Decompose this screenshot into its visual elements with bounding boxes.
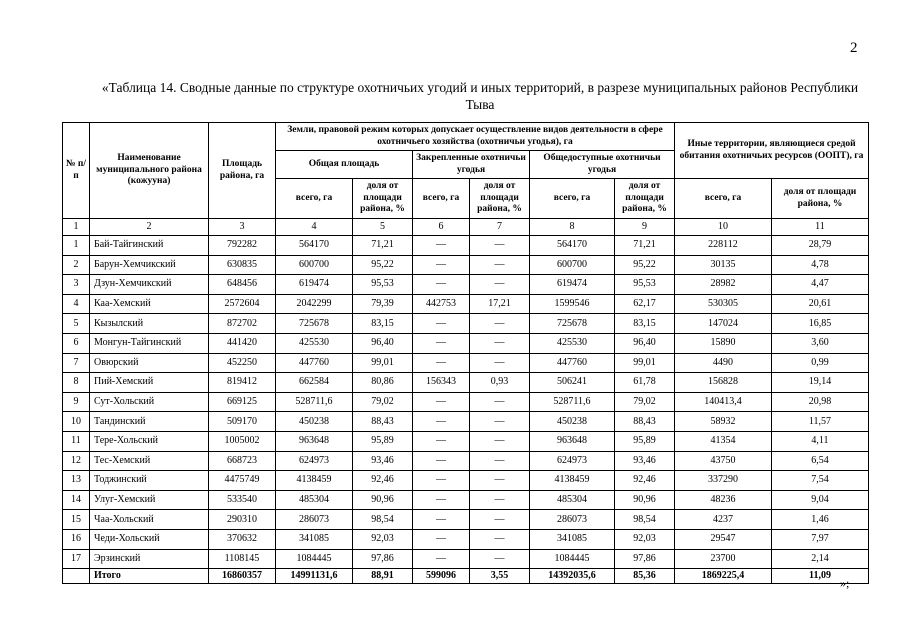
table-title: «Таблица 14. Сводные данные по структуре охотничьих угодий и иных территорий, в разрезе муниципальных районов Республики Тыва (101, 80, 859, 112)
table-cell: 9 (63, 392, 90, 412)
table-cell: 337290 (675, 471, 772, 491)
page-number: 2 (850, 40, 858, 56)
table-cell: 88,43 (353, 412, 413, 432)
table-cell: — (413, 490, 470, 510)
table-cell: 619474 (530, 275, 615, 295)
table-row (63, 471, 869, 491)
table-cell: 20,98 (772, 392, 869, 412)
table-cell: — (413, 510, 470, 530)
column-number-row (63, 219, 869, 236)
table-cell: 619474 (276, 275, 353, 295)
table-cell: 450238 (276, 412, 353, 432)
table-cell: 4,11 (772, 431, 869, 451)
table-cell: — (470, 490, 530, 510)
table-cell: 41354 (675, 431, 772, 451)
table-cell: 95,22 (353, 255, 413, 275)
table-cell: 509170 (209, 412, 276, 432)
table-cell: 28982 (675, 275, 772, 295)
table-cell: 14991131,6 (276, 569, 353, 584)
table-cell: 725678 (530, 314, 615, 334)
district-name-cell: Тандинский (90, 412, 209, 432)
table-cell: 19,14 (772, 373, 869, 393)
table-cell: — (413, 471, 470, 491)
district-name-cell: Пий-Хемский (90, 373, 209, 393)
table-cell: 450238 (530, 412, 615, 432)
header-total-area: Общая площадь (276, 151, 413, 179)
table-row (63, 510, 869, 530)
table-cell: 71,21 (353, 236, 413, 256)
table-cell: 147024 (675, 314, 772, 334)
table-cell: 62,17 (615, 294, 675, 314)
table-cell: 290310 (209, 510, 276, 530)
table-row (63, 353, 869, 373)
table-cell: 11 (63, 431, 90, 451)
table-cell: — (413, 236, 470, 256)
district-name-cell: Тоджинский (90, 471, 209, 491)
table-cell: 28,79 (772, 236, 869, 256)
table-cell: 13 (63, 471, 90, 491)
table-cell: 564170 (276, 236, 353, 256)
table-cell: 17 (63, 549, 90, 569)
header-all-ha: всего, га (413, 179, 470, 219)
header-other-territories: Иные территории, являющиеся средой обитания охотничьих ресурсов (ООПТ), га (675, 123, 869, 179)
district-name-cell: Сут-Хольский (90, 392, 209, 412)
table-cell: 1 (63, 219, 90, 236)
table-cell: 624973 (530, 451, 615, 471)
table-cell: 0,99 (772, 353, 869, 373)
header-lands-group: Земли, правовой режим которых допускает осуществление видов деятельности в сфере охотничьего хозяйства (охотничьи угодья), га (276, 123, 675, 151)
table-cell: — (413, 353, 470, 373)
table-cell: 92,03 (353, 529, 413, 549)
table-cell: 1005002 (209, 431, 276, 451)
table-cell: 98,54 (353, 510, 413, 530)
district-name-cell: Барун-Хемчикский (90, 255, 209, 275)
table-cell: 1084445 (276, 549, 353, 569)
table-cell: 96,40 (615, 333, 675, 353)
table-cell: 99,01 (353, 353, 413, 373)
table-cell: 872702 (209, 314, 276, 334)
table-cell: 2 (63, 255, 90, 275)
table-cell: 341085 (276, 529, 353, 549)
table-cell: 1869225,4 (675, 569, 772, 584)
hunting-grounds-table (62, 122, 869, 584)
district-name-cell: Чеди-Хольский (90, 529, 209, 549)
table-cell: 2,14 (772, 549, 869, 569)
table-cell: — (470, 353, 530, 373)
district-name-cell: Тес-Хемский (90, 451, 209, 471)
table-row (63, 373, 869, 393)
table-cell: — (413, 314, 470, 334)
table-cell: 2572604 (209, 294, 276, 314)
table-cell: 533540 (209, 490, 276, 510)
table-cell: 7 (470, 219, 530, 236)
table-cell: 95,22 (615, 255, 675, 275)
table-cell: 485304 (276, 490, 353, 510)
table-cell: 286073 (276, 510, 353, 530)
table-cell: 15 (63, 510, 90, 530)
table-cell: — (470, 392, 530, 412)
table-cell: 1,46 (772, 510, 869, 530)
district-name-cell: Монгун-Тайгинский (90, 333, 209, 353)
table-cell: 11,57 (772, 412, 869, 432)
table-row (63, 490, 869, 510)
district-name-cell: Улуг-Хемский (90, 490, 209, 510)
table-cell: 4,78 (772, 255, 869, 275)
table-cell: — (413, 255, 470, 275)
table-cell: 95,89 (615, 431, 675, 451)
table-cell: 599096 (413, 569, 470, 584)
table-cell: 95,53 (615, 275, 675, 295)
header-num: № п/п (63, 123, 90, 219)
table-cell: 61,78 (615, 373, 675, 393)
table-cell: 11,09 (772, 569, 869, 584)
table-cell: 15890 (675, 333, 772, 353)
district-name-cell: Итого (90, 569, 209, 584)
table-cell: 4 (63, 294, 90, 314)
table-cell: 88,43 (615, 412, 675, 432)
table-cell: 97,86 (615, 549, 675, 569)
table-cell: — (470, 255, 530, 275)
table-cell: 79,02 (353, 392, 413, 412)
header-all-ha: всего, га (675, 179, 772, 219)
table-cell: 669125 (209, 392, 276, 412)
district-name-cell: Каа-Хемский (90, 294, 209, 314)
table-cell: 2042299 (276, 294, 353, 314)
table-cell: — (470, 529, 530, 549)
table-cell: 3,60 (772, 333, 869, 353)
table-row (63, 431, 869, 451)
table-row (63, 255, 869, 275)
table-cell: 4 (276, 219, 353, 236)
header-area: Площадь района, га (209, 123, 276, 219)
table-cell: 98,54 (615, 510, 675, 530)
table-cell: 156343 (413, 373, 470, 393)
table-cell: 9,04 (772, 490, 869, 510)
table-cell: 506241 (530, 373, 615, 393)
table-row (63, 412, 869, 432)
table-cell: 447760 (276, 353, 353, 373)
table-cell: 156828 (675, 373, 772, 393)
table-cell: 792282 (209, 236, 276, 256)
table-cell: 90,96 (353, 490, 413, 510)
table-cell: 4475749 (209, 471, 276, 491)
table-cell: 425530 (530, 333, 615, 353)
table-cell: 29547 (675, 529, 772, 549)
table-cell: 341085 (530, 529, 615, 549)
table-cell: 4138459 (530, 471, 615, 491)
table-cell: 600700 (530, 255, 615, 275)
table-cell: 83,15 (615, 314, 675, 334)
table-cell: 93,46 (615, 451, 675, 471)
district-name-cell: Эрзинский (90, 549, 209, 569)
district-name-cell: Бай-Тайгинский (90, 236, 209, 256)
district-name-cell: 2 (90, 219, 209, 236)
district-name-cell: Овюрский (90, 353, 209, 373)
header-all-ha: всего, га (530, 179, 615, 219)
table-cell: 92,03 (615, 529, 675, 549)
table-cell: 7,54 (772, 471, 869, 491)
district-name-cell: Дзун-Хемчикский (90, 275, 209, 295)
table-cell: 10 (675, 219, 772, 236)
table-cell: 600700 (276, 255, 353, 275)
table-cell: 1 (63, 236, 90, 256)
table-cell: 4490 (675, 353, 772, 373)
table-cell: 79,02 (615, 392, 675, 412)
table-cell: 95,53 (353, 275, 413, 295)
table-cell: 528711,6 (276, 392, 353, 412)
table-cell: — (413, 549, 470, 569)
table-row (63, 236, 869, 256)
header-share: доля от площади района, % (772, 179, 869, 219)
table-cell: 286073 (530, 510, 615, 530)
table-cell: 447760 (530, 353, 615, 373)
header-share: доля от площади района, % (353, 179, 413, 219)
table-cell: 90,96 (615, 490, 675, 510)
table-cell: 17,21 (470, 294, 530, 314)
table-cell: 10 (63, 412, 90, 432)
table-cell: 14392035,6 (530, 569, 615, 584)
table-cell: 58932 (675, 412, 772, 432)
table-cell: 16,85 (772, 314, 869, 334)
table-row (63, 451, 869, 471)
table-cell: 48236 (675, 490, 772, 510)
table-cell: 16 (63, 529, 90, 549)
table-cell: — (413, 333, 470, 353)
table-cell: 662584 (276, 373, 353, 393)
table-cell: — (470, 412, 530, 432)
table-cell: 530305 (675, 294, 772, 314)
table-cell: 819412 (209, 373, 276, 393)
table-cell: 16860357 (209, 569, 276, 584)
header-fixed-grounds: Закрепленные охотничьи угодья (413, 151, 530, 179)
table-cell: 9 (615, 219, 675, 236)
table-cell: 88,91 (353, 569, 413, 584)
table-cell: 92,46 (615, 471, 675, 491)
table-cell: — (413, 431, 470, 451)
table-cell: — (470, 451, 530, 471)
table-cell: 6,54 (772, 451, 869, 471)
table-cell: — (470, 314, 530, 334)
total-row (63, 569, 869, 584)
table-cell: 7,97 (772, 529, 869, 549)
table-cell: 624973 (276, 451, 353, 471)
table-cell: — (470, 333, 530, 353)
table-cell: 12 (63, 451, 90, 471)
header-all-ha: всего, га (276, 179, 353, 219)
table-cell: 6 (413, 219, 470, 236)
table-cell: 7 (63, 353, 90, 373)
table-cell: 3 (209, 219, 276, 236)
table-cell: 14 (63, 490, 90, 510)
table-cell: 1084445 (530, 549, 615, 569)
table-cell: — (470, 510, 530, 530)
table-cell: — (413, 275, 470, 295)
header-name: Наименование муниципального района (кожууна) (90, 123, 209, 219)
table-cell: 71,21 (615, 236, 675, 256)
table-cell: 963648 (530, 431, 615, 451)
table-cell: 20,61 (772, 294, 869, 314)
header-public-grounds: Общедоступные охотничьи угодья (530, 151, 675, 179)
table-cell: 3 (63, 275, 90, 295)
table-cell: — (470, 431, 530, 451)
district-name-cell: Кызылский (90, 314, 209, 334)
table-cell: 96,40 (353, 333, 413, 353)
table-cell: 668723 (209, 451, 276, 471)
table-row (63, 333, 869, 353)
table-row (63, 275, 869, 295)
table-row (63, 529, 869, 549)
closing-quote: »; (840, 576, 850, 590)
table-cell: 8 (63, 373, 90, 393)
table-cell: 630835 (209, 255, 276, 275)
table-cell: 963648 (276, 431, 353, 451)
table-cell: 564170 (530, 236, 615, 256)
table-cell: 4237 (675, 510, 772, 530)
table-cell (63, 569, 90, 584)
table-cell: 3,55 (470, 569, 530, 584)
table-cell: 8 (530, 219, 615, 236)
table-cell: 83,15 (353, 314, 413, 334)
table-cell: 30135 (675, 255, 772, 275)
table-cell: 228112 (675, 236, 772, 256)
table-cell: — (470, 275, 530, 295)
table-cell: 442753 (413, 294, 470, 314)
table-cell: 95,89 (353, 431, 413, 451)
table-cell: 4138459 (276, 471, 353, 491)
table-cell: — (413, 392, 470, 412)
header-share: доля от площади района, % (470, 179, 530, 219)
table-row (63, 392, 869, 412)
table-cell: 425530 (276, 333, 353, 353)
table-cell: 80,86 (353, 373, 413, 393)
table-cell: 99,01 (615, 353, 675, 373)
table-cell: 6 (63, 333, 90, 353)
table-cell: 648456 (209, 275, 276, 295)
table-cell: 452250 (209, 353, 276, 373)
table-cell: — (413, 529, 470, 549)
table-cell: 93,46 (353, 451, 413, 471)
table-cell: 1599546 (530, 294, 615, 314)
district-name-cell: Тере-Хольский (90, 431, 209, 451)
table-cell: 11 (772, 219, 869, 236)
table-cell: — (470, 236, 530, 256)
table-row (63, 294, 869, 314)
table-cell: 23700 (675, 549, 772, 569)
district-name-cell: Чаа-Хольский (90, 510, 209, 530)
table-cell: 725678 (276, 314, 353, 334)
table-row (63, 549, 869, 569)
table-cell: 140413,4 (675, 392, 772, 412)
table-cell: 5 (353, 219, 413, 236)
table-cell: 528711,6 (530, 392, 615, 412)
table-cell: 370632 (209, 529, 276, 549)
table-cell: 5 (63, 314, 90, 334)
table-cell: 43750 (675, 451, 772, 471)
table-row (63, 314, 869, 334)
table-cell: 97,86 (353, 549, 413, 569)
table-cell: — (413, 451, 470, 471)
header-share: доля от площади района, % (615, 179, 675, 219)
table-cell: 485304 (530, 490, 615, 510)
table-cell: 441420 (209, 333, 276, 353)
table-cell: — (470, 471, 530, 491)
table-cell: — (413, 412, 470, 432)
table-cell: 92,46 (353, 471, 413, 491)
table-cell: 0,93 (470, 373, 530, 393)
table-cell: 85,36 (615, 569, 675, 584)
table-cell: 4,47 (772, 275, 869, 295)
table-cell: 1108145 (209, 549, 276, 569)
table-cell: — (470, 549, 530, 569)
table-cell: 79,39 (353, 294, 413, 314)
